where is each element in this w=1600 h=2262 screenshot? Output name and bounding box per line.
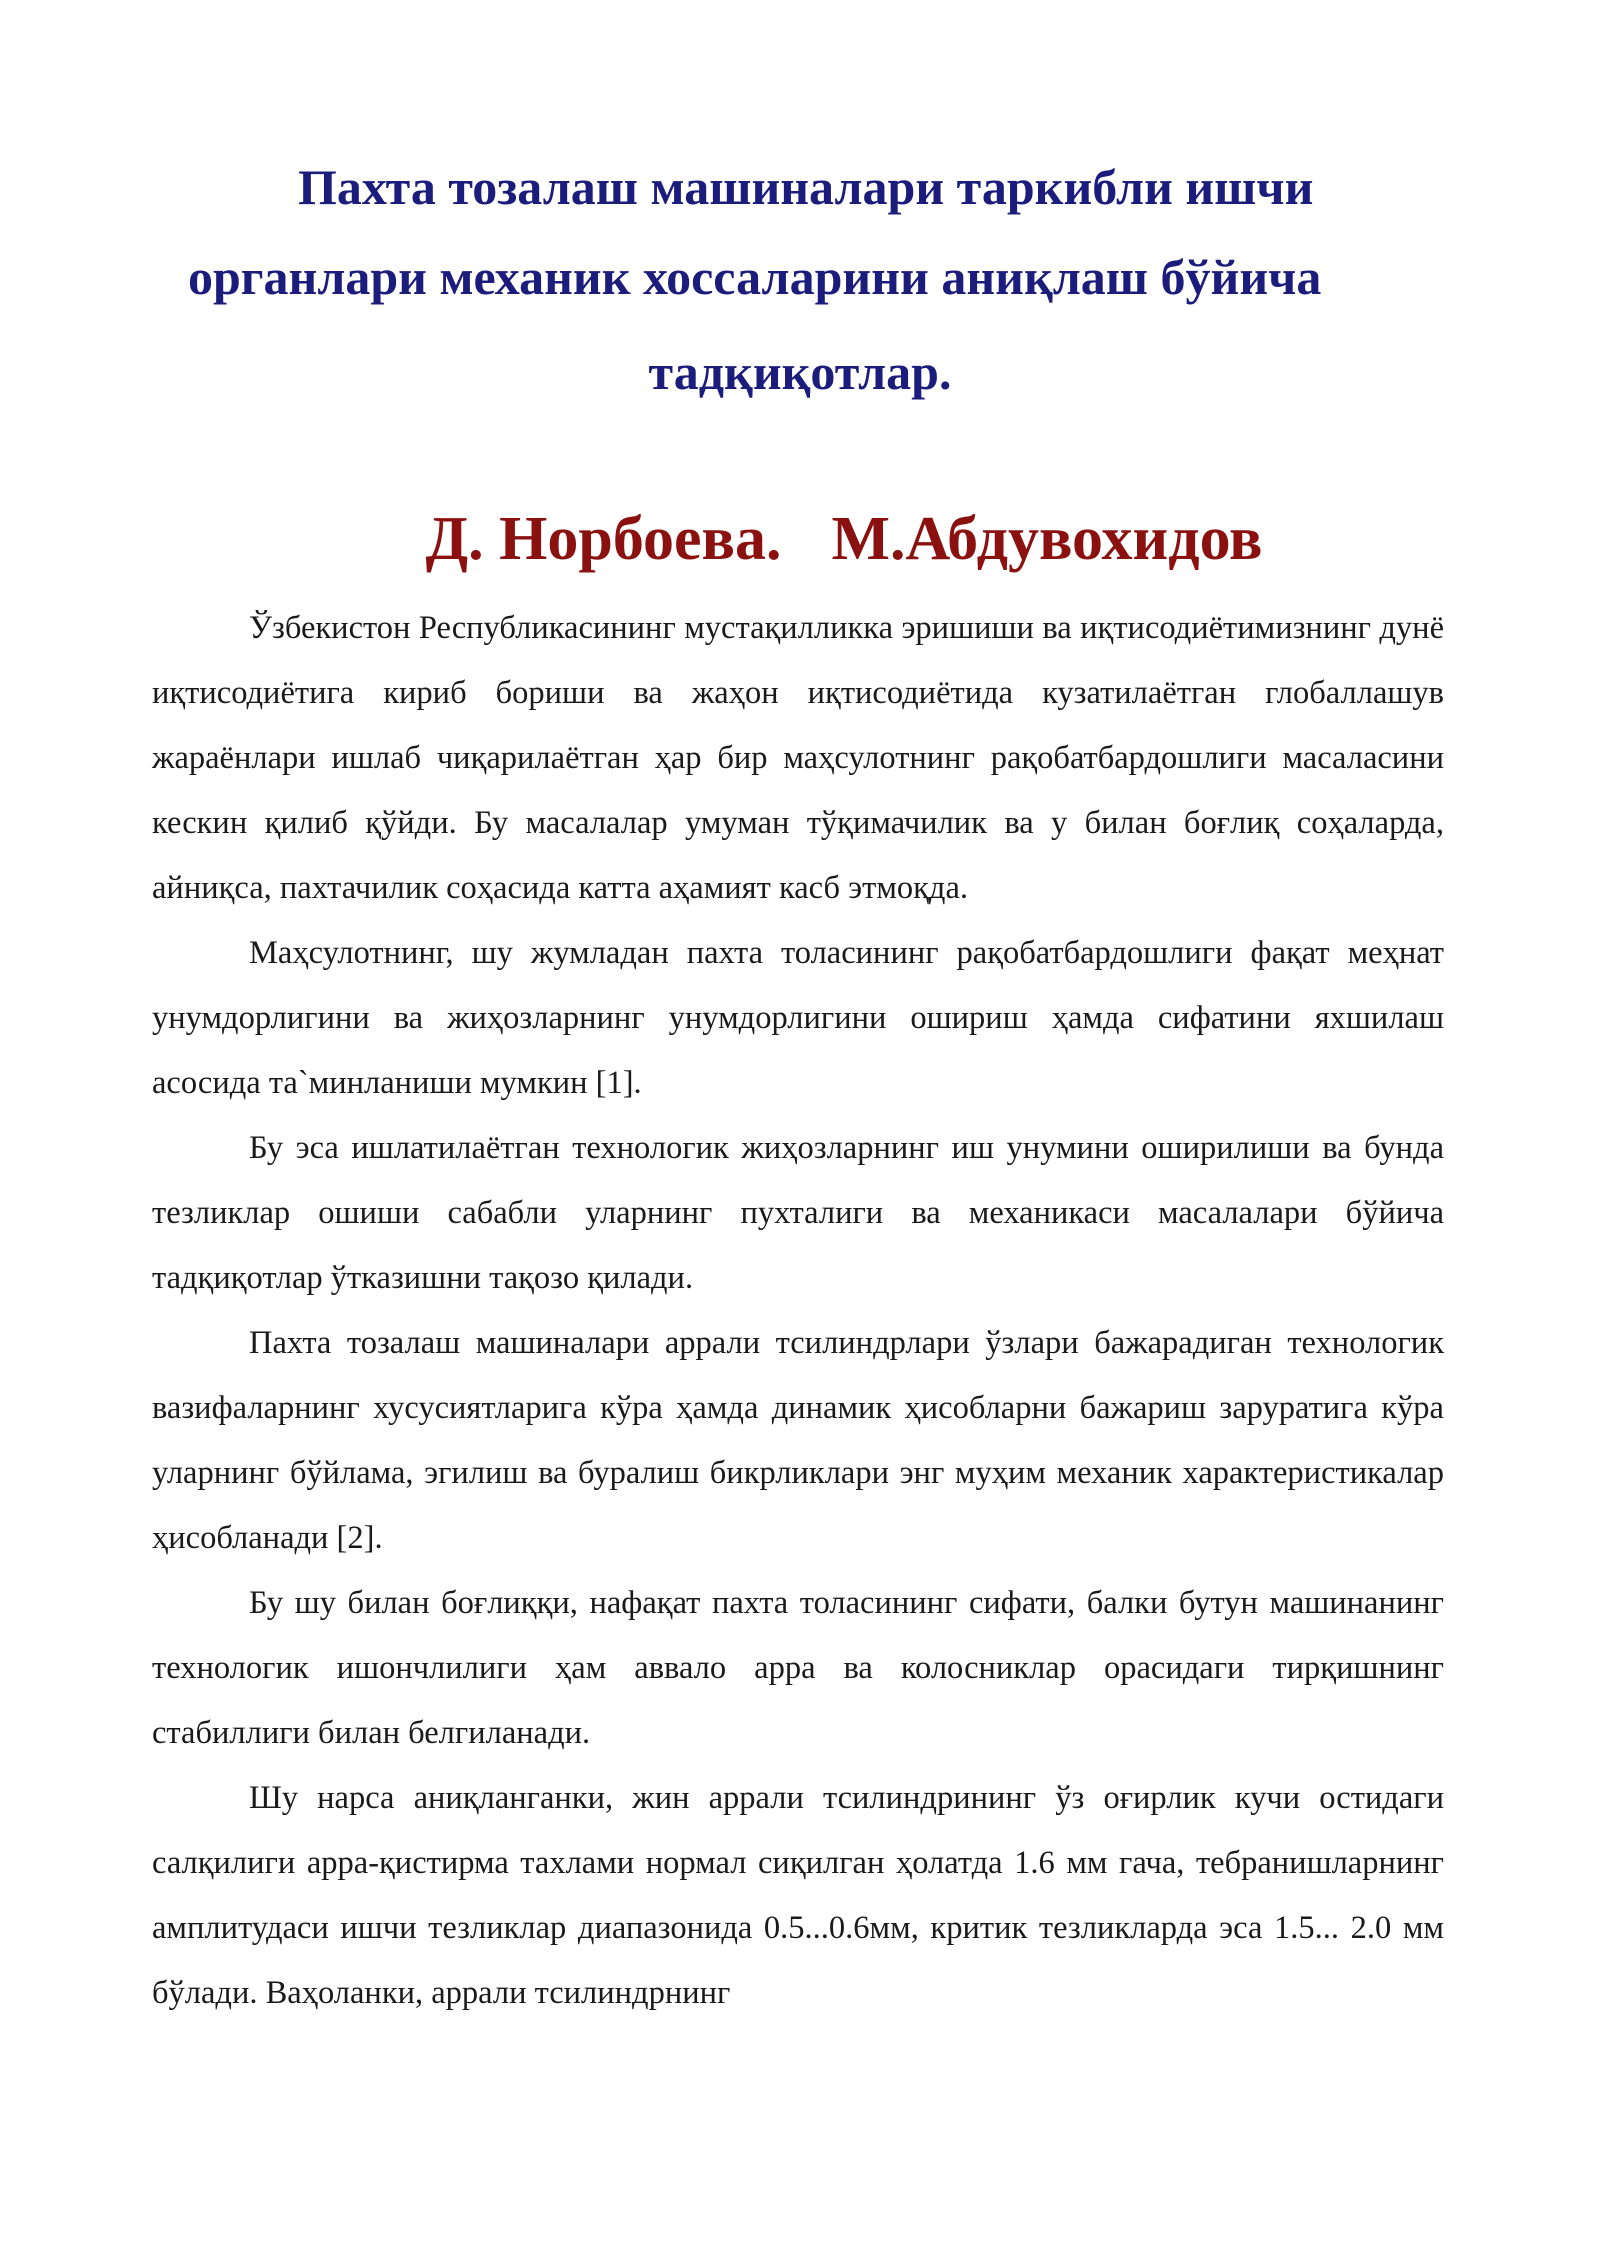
author-2: М.Абдувохидов bbox=[831, 505, 1263, 573]
paragraph-6: Шу нарса аниқланганки, жин аррали тсилиндрининг ўз оғирлик кучи остидаги салқилиги арра-қистирма тахлами нормал сиқилган ҳолатда 1.6 мм гача, тебранишларнинг амплитудаси ишчи тезликлар диапазонида 0.5...0.6мм, критик тезликларда эса 1.5... 2.0 мм бўлади. Ваҳоланки, аррали тсилиндрнинг bbox=[152, 1780, 1444, 2011]
paragraph-1: Ўзбекистон Республикасининг мустақилликка эришиши ва иқтисодиётимизнинг дунё иқтисодиётига кириб бориши ва жаҳон иқтисодиётида кузатилаётган глобаллашув жараёнлари ишлаб чиқарилаётган ҳар бир маҳсулотнинг рақобатбардошлиги масаласини кескин қилиб қўйди. Бу масалалар умуман тўқимачилик ва у билан боғлиқ соҳаларда, айниқса, пахтачилик соҳасида катта аҳамият касб этмоқда. bbox=[152, 610, 1444, 906]
title-line-1: Пахта тозалаш машиналари таркибли ишчи bbox=[298, 159, 1314, 215]
title-line-3: тадқиқотлар. bbox=[648, 344, 952, 400]
title-line-2: органлари механик хоссаларини аниқлаш бўйича bbox=[188, 249, 1322, 305]
paragraph-3: Бу эса ишлатилаётган технологик жиҳозларнинг иш унумини оширилиши ва бунда тезликлар ошиши сабабли уларнинг пухталиги ва механикаси масалалари бўйича тадқиқотлар ўтказишни тақозо қилади. bbox=[152, 1130, 1444, 1296]
authors bbox=[0, 505, 1600, 573]
paragraph-2: Маҳсулотнинг, шу жумладан пахта толасининг рақобатбардошлиги фақат меҳнат унумдорлигини ва жиҳозларнинг унумдорлигини ошириш ҳамда сифатини яхшилаш асосида та`минланиши мумкин [1]. bbox=[152, 935, 1444, 1101]
paragraph-4: Пахта тозалаш машиналари аррали тсилиндрлари ўзлари бажарадиган технологик вазифаларнинг хусусиятларига кўра ҳамда динамик ҳисобларни бажариш заруратига кўра уларнинг бўйлама, эгилиш ва буралиш бикрликлари энг муҳим механик характеристикалар ҳисобланади [2]. bbox=[152, 1325, 1444, 1556]
paragraph-5: Бу шу билан боғлиққи, нафақат пахта толасининг сифати, балки бутун машинанинг технологик ишончлилиги ҳам аввало арра ва колосниклар орасидаги тирқишнинг стабиллиги билан белгиланади. bbox=[152, 1585, 1444, 1751]
body-text bbox=[152, 596, 1444, 2026]
author-1: Д. Норбоева. bbox=[425, 505, 782, 573]
